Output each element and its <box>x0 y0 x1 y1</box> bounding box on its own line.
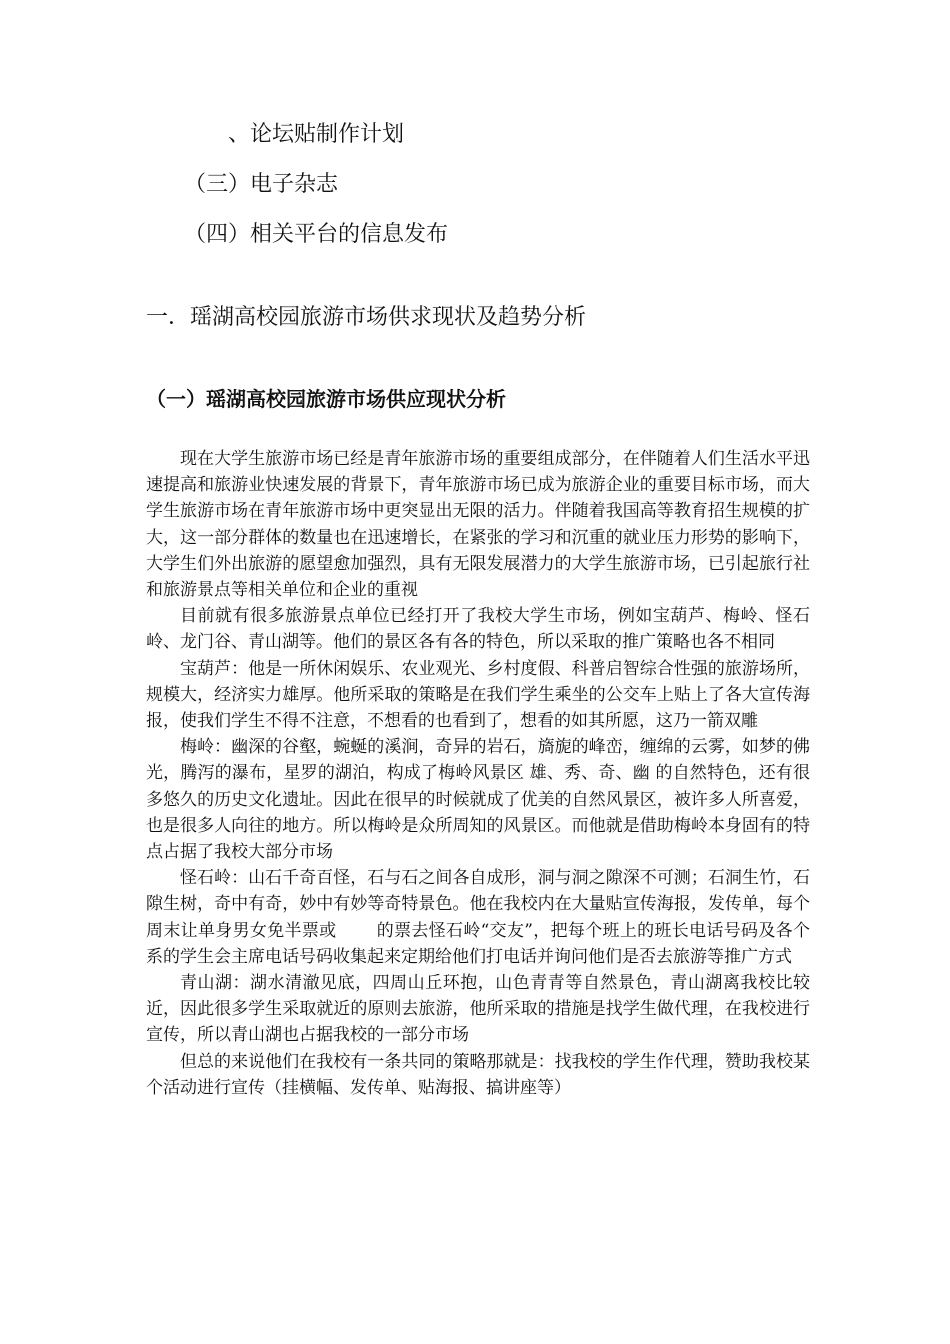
toc-item-platform-info-release: （四）相关平台的信息发布 <box>184 222 449 247</box>
paragraph-meiling: 梅岭：幽深的谷壑，蜿蜒的溪涧，奇异的岩石，旖旎的峰峦，缠绵的云雾，如梦的佛光，腾泻的瀑布，星罗的湖泊，构成了梅岭风景区 雄、秀、奇、幽 的自然特色，还有很多悠久的历史文化遗址。因此在很早的时候就成了优美的自然风景区，被许多人所喜爱，也是很多人向往的地方。所以梅岭是众所周知的风景区。而他就是借助梅岭本身固有的特点占据了我校大部分市场 <box>146 737 810 863</box>
section-heading: （一）瑶湖高校园旅游市场供应现状分析 <box>146 387 506 411</box>
paragraph-intro: 现在大学生旅游市场已经是青年旅游市场的重要组成部分，在伴随着人们生活水平迅速提高和旅游业快速发展的背景下，青年旅游市场已成为旅游企业的重要目标市场，而大学生旅游市场在青年旅游市场中更突显出无限的活力。伴随着我国高等教育招生规模的扩大，这一部分群体的数量也在迅速增长，在紧张的学习和沉重的就业压力形势的影响下，大学生们外出旅游的愿望愈加强烈，具有无限发展潜力的大学生旅游市场，已引起旅行社和旅游景点等相关单位和企业的重视 <box>146 449 810 601</box>
toc-item-e-magazine: （三）电子杂志 <box>184 172 339 197</box>
paragraph-guaishiling: 怪石岭：山石千奇百怪，石与石之间各自成形，洞与洞之隙深不可测；石洞生竹，石隙生树，奇中有奇，妙中有妙等奇特景色。他在我校内在大量贴宣传海报，发传单，每个周末让单身男女免半票或 的票去怪石岭“交友”，把每个班上的班长电话号码及各个系的学生会主席电话号码收集起来定期给他们打电话并询问他们是否去旅游等推广方式 <box>146 868 810 967</box>
paragraph-overview: 目前就有很多旅游景点单位已经打开了我校大学生市场，例如宝葫芦、梅岭、怪石岭、龙门谷、青山湖等。他们的景区各有各的特色，所以采取的推广策略也各不相同 <box>146 606 810 653</box>
paragraph-summary: 但总的来说他们在我校有一条共同的策略那就是：找我校的学生作代理，赞助我校某个活动进行宣传（挂横幅、发传单、贴海报、搞讲座等） <box>146 1051 810 1098</box>
chapter-heading: 一．瑶湖高校园旅游市场供求现状及趋势分析 <box>146 305 587 330</box>
paragraph-qingshanhu: 青山湖：湖水清澈见底，四周山丘环抱，山色青青等自然景色，青山湖离我校比较近，因此很多学生采取就近的原则去旅游，他所采取的措施是找学生做代理，在我校进行宣传，所以青山湖也占据我校的一部分市场 <box>146 973 810 1046</box>
body-text <box>146 446 810 1101</box>
paragraph-baohulu: 宝葫芦：他是一所休闲娱乐、农业观光、乡村度假、科普启智综合性强的旅游场所，规模大，经济实力雄厚。他所采取的策略是在我们学生乘坐的公交车上贴上了各大宣传海报，使我们学生不得不注意，不想看的也看到了，想看的如其所愿，这乃一箭双雕 <box>146 658 810 732</box>
toc-item-forum-post-plan: 、论坛贴制作计划 <box>228 122 405 147</box>
